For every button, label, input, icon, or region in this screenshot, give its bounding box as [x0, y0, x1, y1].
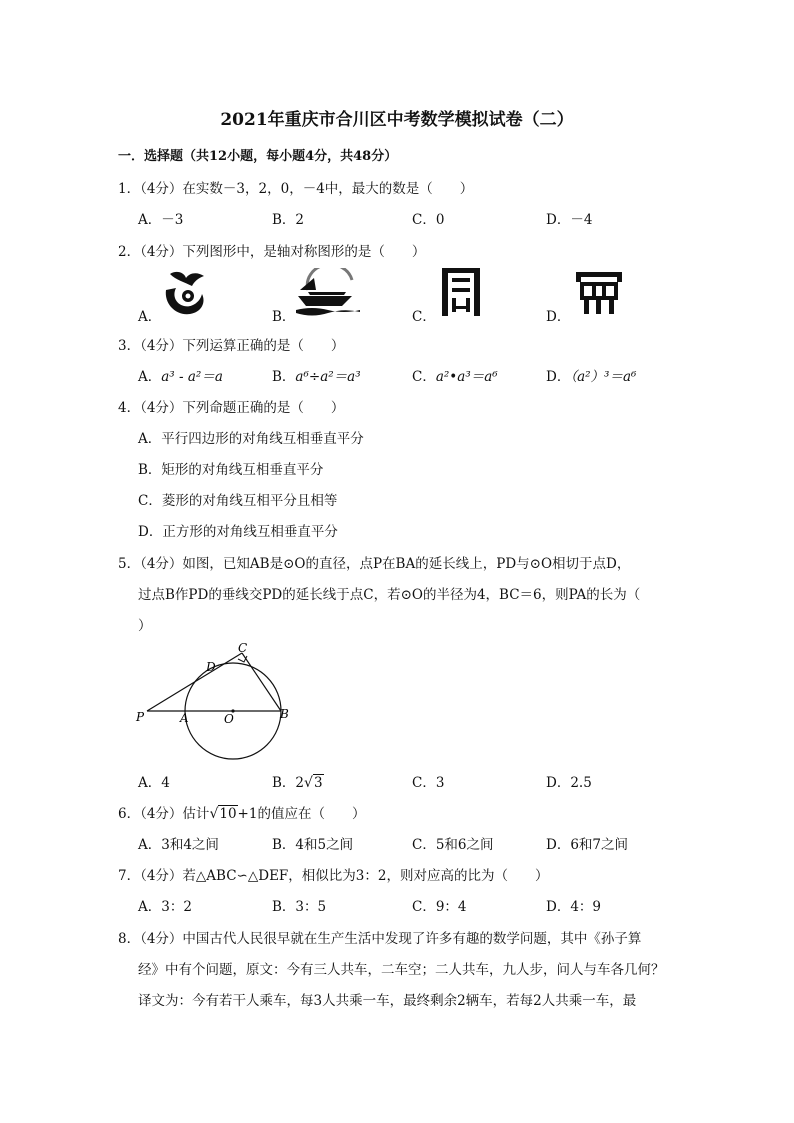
- q7-option-d: D．4：9: [546, 899, 602, 915]
- question-1-stem: 1．（4分）在实数－3，2，0，－4中，最大的数是（ ）: [118, 181, 474, 197]
- q3-option-a: A．a³ - a²＝a: [138, 369, 223, 385]
- q6-option-c: C．5和6之间: [412, 837, 494, 853]
- q1-option-b: B．2: [272, 212, 305, 228]
- question-8-line-2: 经》中有个问题，原文：今有三人共车，二车空；二人共车，九人步，问人与车各几何？: [138, 962, 665, 978]
- question-8-line-3: 译文为：今有若干人乘车，每3人共乘一车，最终剩余2辆车，若每2人共乘一车，最: [138, 993, 637, 1009]
- q7-option-a: A．3：2: [138, 899, 192, 915]
- question-4-stem: 4．（4分）下列命题正确的是（ ）: [118, 400, 345, 416]
- point-label-o: O: [224, 712, 234, 726]
- question-2-stem: 2．（4分）下列图形中，是轴对称图形的是（ ）: [118, 244, 426, 260]
- q6-option-d: D．6和7之间: [546, 837, 629, 853]
- seal-character-c-icon: [438, 266, 484, 318]
- q3-option-c: C．a²•a³＝a⁶: [412, 369, 498, 385]
- q5-option-a: A．4: [138, 775, 170, 791]
- q1-option-d: D．－4: [546, 212, 593, 228]
- q1-option-c: C．0: [412, 212, 445, 228]
- point-label-b: B: [280, 707, 289, 721]
- point-label-a: A: [180, 711, 189, 725]
- q3-option-d: D．（a²）³＝a⁶: [546, 369, 637, 385]
- emblem-a-icon: [158, 268, 212, 318]
- q5-option-b: B．2√3: [272, 775, 323, 791]
- q5-geometry-figure: [130, 636, 300, 762]
- q4-option-a: A．平行四边形的对角线互相垂直平分: [138, 431, 364, 447]
- q1-option-a: A．－3: [138, 212, 184, 228]
- question-5-line-1: 5．（4分）如图，已知AB是⊙O的直径，点P在BA的延长线上，PD与⊙O相切于点D，: [118, 556, 631, 572]
- point-label-p: P: [136, 710, 145, 724]
- q4-option-c: C．菱形的对角线互相平分且相等: [138, 493, 338, 509]
- question-6-stem: 6．（4分）估计√10+1的值应在（ ）: [118, 806, 366, 822]
- q7-option-b: B．3：5: [272, 899, 327, 915]
- question-7-stem: 7．（4分）若△ABC∽△DEF，相似比为3：2，则对应高的比为（ ）: [118, 868, 549, 884]
- q2-label-a: A．: [138, 309, 162, 325]
- right-angle-mark: [238, 656, 247, 662]
- q4-option-d: D．正方形的对角线互相垂直平分: [138, 524, 338, 540]
- question-8-line-1: 8．（4分）中国古代人民很早就在生产生活中发现了许多有趣的数学问题，其中《孙子算: [118, 931, 642, 947]
- question-5-line-2: 过点B作PD的垂线交PD的延长线于点C，若⊙O的半径为4，BC＝6，则PA的长为（: [138, 587, 641, 603]
- q3-option-b: B．a⁶÷a²＝a³: [272, 369, 361, 385]
- point-label-d: D: [206, 660, 216, 674]
- question-5-line-3: ）: [138, 618, 152, 634]
- q6-option-b: B．4和5之间: [272, 837, 354, 853]
- line-cb: [242, 653, 281, 711]
- q4-option-b: B．矩形的对角线互相垂直平分: [138, 462, 324, 478]
- question-3-stem: 3．（4分）下列运算正确的是（ ）: [118, 338, 345, 354]
- seal-character-d-icon: [574, 270, 624, 316]
- q2-label-d: D．: [546, 309, 571, 325]
- point-label-c: C: [238, 641, 248, 655]
- q7-option-c: C．9：4: [412, 899, 467, 915]
- line-pc: [147, 653, 242, 711]
- q2-label-b: B．: [272, 309, 296, 325]
- q6-option-a: A．3和4之间: [138, 837, 219, 853]
- page-title: 2021年重庆市合川区中考数学模拟试卷（二）: [220, 110, 574, 130]
- q5-option-d: D．2.5: [546, 775, 592, 791]
- q5-option-c: C．3: [412, 775, 445, 791]
- ship-emblem-icon: [294, 268, 364, 318]
- section-heading: 一．选择题（共12小题，每小题4分，共48分）: [118, 149, 398, 164]
- q2-label-c: C．: [412, 309, 436, 325]
